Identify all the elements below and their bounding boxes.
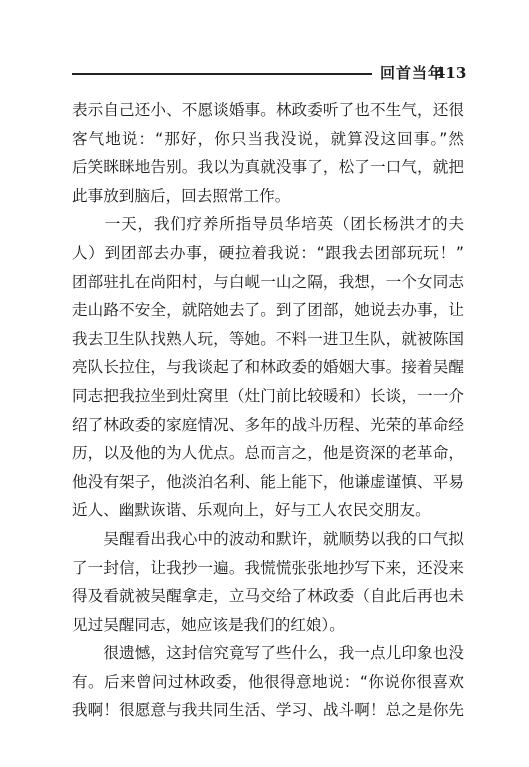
text-line: 走山路不安全，就陪她去了。到了团部，她说去办事，让 [72,301,464,320]
running-title: 回首当年 [380,64,445,82]
text-line: 很遗憾，这封信究竟写了些什么，我一点儿印象也没 [72,644,464,663]
running-header [72,62,467,88]
text-line: 见过吴醒同志，她应该是我们的红娘）。 [72,615,345,634]
text-line: 有。后来曾问过林政委，他很得意地说：“你说你很喜欢 [72,672,464,691]
text-line: 历，以及他的为人优点。总而言之，他是资深的老革命， [72,444,464,463]
text-line: 亮队长拉住，与我谈起了和林政委的婚姻大事。接着吴醒 [72,358,464,377]
body-text [72,96,464,725]
text-line: 客气地说：“那好，你只当我没说，就算没这回事。”然 [72,129,464,148]
text-line: 后笑眯眯地告别。我以为真就没事了，松了一口气，就把 [72,158,464,177]
text-line: 一天，我们疗养所指导员华培英（团长杨洪才的夫 [72,215,464,234]
text-line: 人）到团部去办事，硬拉着我说：“跟我去团部玩玩！” [72,243,464,262]
text-line: 了一封信，让我抄一遍。我慌慌张张地抄写下来，还没来 [72,558,464,577]
text-line: 近人、幽默诙谐、乐观向上，好与工人农民交朋友。 [72,501,431,520]
text-line: 我啊！很愿意与我共同生活、学习、战斗啊！总之是你先 [72,701,464,720]
header-rule [72,73,372,75]
text-line: 他没有架子，他淡泊名利、能上能下，他谦虚谨慎、平易 [72,472,464,491]
text-line: 此事放到脑后，回去照常工作。 [72,186,291,205]
text-line: 吴醒看出我心中的波动和默许，就顺势以我的口气拟 [72,529,464,548]
text-line: 绍了林政委的家庭情况、多年的战斗历程、光荣的革命经 [72,415,464,434]
text-line: 我去卫生队找熟人玩，等她。不料一进卫生队，就被陈国 [72,329,464,348]
page-number: 413 [435,64,467,82]
text-line: 团部驻扎在尚阳村，与白岘一山之隔，我想，一个女同志 [72,272,464,291]
text-line: 得及看就被吴醒拿走，立马交给了林政委（自此后再也未 [72,587,464,606]
text-line: 表示自己还小、不愿谈婚事。林政委听了也不生气，还很 [72,101,464,119]
text-line: 同志把我拉坐到灶窝里（灶门前比较暖和）长谈，一一介 [72,386,464,405]
